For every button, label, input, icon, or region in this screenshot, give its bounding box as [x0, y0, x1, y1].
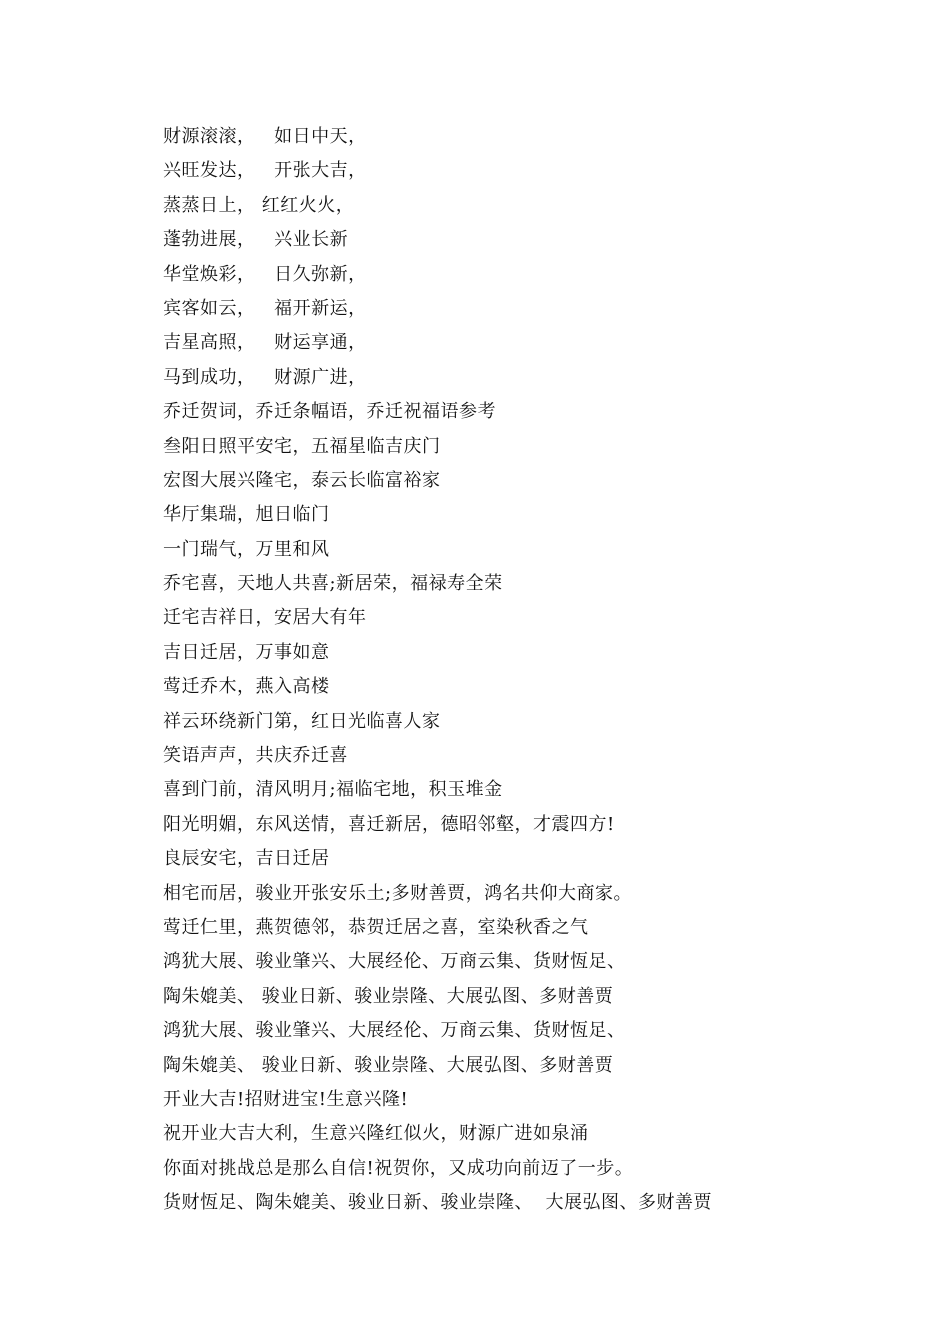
text-line-26: 陶朱媲美、 骏业日新、骏业崇隆、大展弘图、多财善贾 — [163, 985, 614, 1007]
text-line-32: 货财恆足、陶朱媲美、骏业日新、骏业崇隆、 大展弘图、多财善贾 — [163, 1192, 712, 1214]
text-line-23: 相宅而居，骏业开张安乐土;多财善贾，鸿名共仰大商家。 — [163, 882, 633, 904]
text-line-29: 开业大吉!招财进宝!生意兴隆! — [163, 1088, 409, 1110]
text-line-28: 陶朱媲美、 骏业日新、骏业崇隆、大展弘图、多财善贾 — [163, 1054, 614, 1076]
text-line-1: 财源滚滚， 如日中天， — [163, 126, 367, 147]
text-line-17: 莺迁乔木，燕入高楼 — [163, 676, 330, 698]
text-line-16: 吉日迁居，万事如意 — [163, 641, 330, 663]
text-line-22: 良辰安宅，吉日迁居 — [163, 848, 330, 870]
text-line-18: 祥云环绕新门第，红日光临喜人家 — [163, 710, 441, 732]
text-line-27: 鸿犹大展、骏业肇兴、大展经伦、万商云集、货财恆足、 — [163, 1020, 626, 1042]
text-line-4: 蓬勃进展， 兴业长新 — [163, 229, 349, 251]
text-line-6: 宾客如云， 福开新运， — [163, 297, 367, 319]
text-line-3: 蒸蒸日上， 红红火火， — [163, 194, 355, 216]
text-line-2: 兴旺发达， 开张大吉， — [163, 160, 367, 182]
text-line-30: 祝开业大吉大利，生意兴隆红似火，财源广进如泉涌 — [163, 1123, 589, 1145]
text-line-11: 宏图大展兴隆宅，泰云长临富裕家 — [163, 469, 441, 491]
text-line-19: 笑语声声，共庆乔迁喜 — [163, 745, 348, 767]
text-line-12: 华厅集瑞，旭日临门 — [163, 504, 330, 526]
text-line-7: 吉星高照， 财运享通， — [163, 332, 367, 354]
text-line-20: 喜到门前，清风明月;福临宅地，积玉堆金 — [163, 779, 503, 801]
text-line-8: 马到成功， 财源广进， — [163, 366, 367, 388]
text-line-15: 迁宅吉祥日，安居大有年 — [163, 607, 367, 629]
text-line-24: 莺迁仁里，燕贺德邻，恭贺迁居之喜，室染秋香之气 — [163, 916, 589, 938]
text-lines — [163, 120, 903, 1221]
text-line-31: 你面对挑战总是那么自信!祝贺你，又成功向前迈了一步。 — [163, 1157, 634, 1179]
text-line-14: 乔宅喜，天地人共喜;新居荣，福禄寿全荣 — [163, 573, 503, 595]
text-line-25: 鸿犹大展、骏业肇兴、大展经伦、万商云集、货财恆足、 — [163, 951, 626, 973]
text-line-10: 叁阳日照平安宅，五福星临吉庆门 — [163, 435, 441, 457]
text-line-9: 乔迁贺词，乔迁条幅语，乔迁祝福语参考 — [163, 401, 496, 423]
text-line-5: 华堂焕彩， 日久弥新， — [163, 263, 367, 285]
text-line-13: 一门瑞气，万里和风 — [163, 538, 330, 560]
text-line-21: 阳光明媚，东风送情，喜迁新居，德昭邻壑，才震四方! — [163, 813, 615, 835]
